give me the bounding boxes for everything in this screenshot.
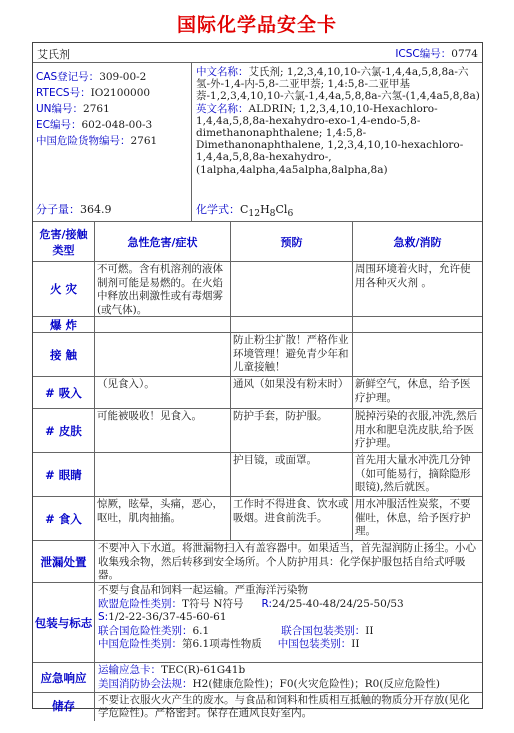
contact-aid	[353, 333, 482, 376]
skin-aid: 脱掉污染的衣服,冲洗,然后用水和肥皂洗皮肤,给予医疗护理。	[355, 410, 478, 449]
emergency-details	[95, 663, 482, 692]
row-label: 包装与标志	[33, 583, 95, 662]
row-label: # 吸入	[33, 377, 95, 408]
row-label: 应急响应	[33, 663, 95, 692]
identifier-codes	[33, 63, 192, 221]
row-label: 接 触	[33, 333, 95, 376]
eyes-prevent: 护目镜，或面罩。	[231, 453, 353, 496]
row-leak	[33, 541, 482, 583]
ec-number: EC编号：602-048-00-3	[36, 119, 153, 131]
inhale-acute: （见食入）。	[95, 377, 231, 408]
card-header	[33, 43, 482, 63]
icsc-number: ICSC编号：0774	[395, 48, 478, 60]
skin-prevent: 防护手套，防护服。	[231, 409, 353, 452]
header-type: 危害/接触类型	[33, 222, 95, 261]
packaging-note: 不要与食品和饲料一起运输。严重海洋污染物	[98, 584, 308, 596]
row-label: 火 灾	[33, 262, 95, 316]
inhale-prevent: 通风（如果没有粉末时）	[231, 377, 353, 408]
storage-text: 不要让衣服火火产生的废水。与食品和饲料和性质相互抵触的物质分开存放(见化学危险性)。严格密封。保存在通风良好室内。	[98, 694, 470, 719]
row-eyes	[33, 453, 482, 497]
header-prevent: 预防	[231, 222, 353, 261]
page-title: 国际化学品安全卡	[176, 14, 337, 36]
header-aid: 急救/消防	[393, 235, 442, 249]
hazard-table-header	[33, 222, 482, 262]
explosion-prevent	[231, 317, 353, 332]
ingest-aid: 用水冲服活性炭浆，不要催吐，休息，给予医疗护理。	[355, 498, 471, 537]
ingest-acute: 惊厥，眩晕，头痛，恶心，呕吐，肌肉抽搐。	[95, 497, 231, 540]
row-packaging	[33, 583, 482, 663]
cn-hazard-class: 中国危险性类别：第6.1项毒性物质 中国包装类别：II	[98, 638, 360, 650]
cas-number: CAS登记号：309-00-2	[36, 71, 147, 83]
row-fire	[33, 262, 482, 317]
row-storage	[33, 693, 482, 719]
contact-prevent: 防止粉尘扩散！严格作业环境管理！避免青少年和儿童接触！	[231, 333, 353, 376]
header-acute: 急性危害/症状	[95, 222, 231, 261]
un-number: UN编号：2761	[36, 103, 110, 115]
row-emergency	[33, 663, 482, 693]
identifier-block	[33, 63, 482, 222]
fire-aid: 周围环境着火时，允许使用各种灭火剂 。	[355, 263, 471, 289]
row-label: 泄漏处置	[33, 541, 95, 582]
chemical-names	[192, 63, 482, 221]
chemical-name: 艾氏剂	[37, 48, 70, 61]
row-contact	[33, 333, 482, 377]
row-skin	[33, 409, 482, 453]
row-explosion	[33, 317, 482, 333]
skin-acute: 可能被吸收！见食入。	[95, 409, 231, 452]
row-label: # 皮肤	[33, 409, 95, 452]
fire-acute: 不可燃。含有机溶剂的液体制剂可能是易燃的。在火焰中释放出刺激性或有毒烟雾(或气体)。	[95, 262, 231, 316]
nfpa-code: 美国消防协会法规：H2(健康危险性)；F0(火灾危险性)；R0(反应危险性)	[98, 677, 440, 690]
leak-text: 不要冲入下水道。将泄漏物扫入有盖容器中。如果适当，首先湿润防止扬尘。小心收集残余物，然后转移到安全场所。个人防护用具：化学保护服包括自给式呼吸器。	[98, 542, 476, 581]
chinese-name: 中文名称：艾氏剂; 1,2,3,4,10,10-六氯-1,4,4a,5,8,8a-六氢-外-1,4-内-5,8-二亚甲萘; 1,4:5,8-二亚甲基萘-1,2,3,4,10,10-六氯-1,4,4a,5,8,8a-六氢-(1,4,4a5,8,8a)	[196, 66, 480, 103]
eyes-acute	[95, 453, 231, 496]
row-label: # 眼睛	[33, 453, 95, 496]
chemical-formula: 化学式：$C_{12}H_8Cl_6$	[196, 202, 294, 219]
eyes-aid: 首先用大量水冲洗几分钟（如可能易行，摘除隐形眼镜),然后就医。	[355, 454, 471, 493]
fire-prevent	[231, 262, 353, 316]
molecular-weight: 分子量：364.9	[36, 203, 112, 216]
english-name: 英文名称：ALDRIN; 1,2,3,4,10,10-Hexachloro-1,4,4a,5,8,8a-hexahydro-exo-1,4-endo-5,8-dimethanonaphthalene; 1,4:5,8-Dimethanonaphthalene, 1,2,3,4,10,10-hexachloro-1,4,4a,5,8,8a-hexahydro-,(1alpha,4alpha,4a5alpha,8alpha,8a)	[196, 102, 464, 176]
eu-hazard-class: 欧盟危险性类别：T符号 N符号 R:24/25-40-48/24/25-50/53	[98, 597, 404, 610]
row-label: 爆 炸	[33, 317, 95, 332]
rtecs-number: RTECS号：IO2100000	[36, 87, 151, 99]
row-label: 储存	[33, 691, 95, 721]
packaging-details	[95, 583, 482, 662]
explosion-acute	[95, 317, 231, 332]
un-hazard-class: 联合国危险性类别：6.1 联合国包装类别：II	[98, 624, 374, 637]
transport-card: 运输应急卡：TEC(R)-61G41b	[98, 664, 246, 676]
row-label: # 食入	[33, 497, 95, 540]
inhale-aid: 新鲜空气，休息，给予医疗护理。	[355, 378, 471, 404]
row-ingest	[33, 497, 482, 541]
contact-acute	[95, 333, 231, 376]
explosion-aid	[353, 317, 482, 332]
cn-danger-number: 中国危险货物编号：2761	[36, 135, 158, 147]
row-inhale	[33, 377, 482, 409]
s-phrases: S:1/2-22-36/37-45-60-61	[98, 611, 227, 623]
ingest-prevent: 工作时不得进食、饮水或吸烟。进食前洗手。	[231, 497, 353, 540]
chemical-safety-card	[32, 42, 483, 719]
